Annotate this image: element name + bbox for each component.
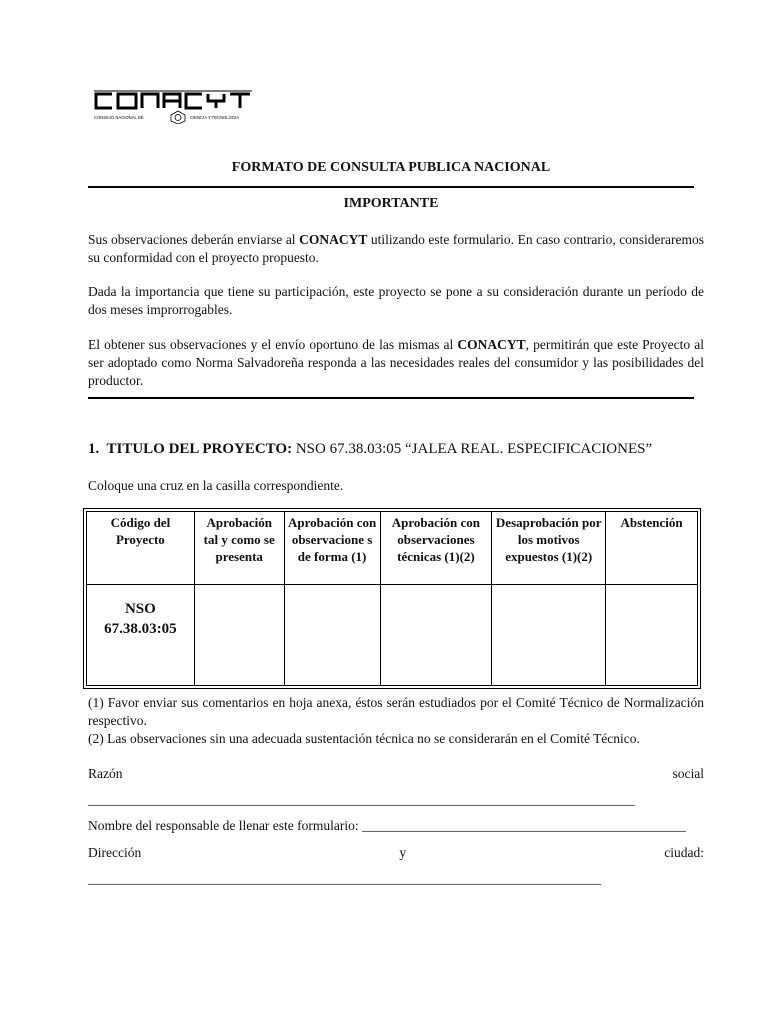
- col-codigo: Código del Proyecto: [87, 512, 195, 585]
- checkbox-desaprobacion[interactable]: [492, 585, 606, 686]
- divider-bottom: [88, 397, 694, 399]
- col-desaprobacion: Desaprobación por los motivos expuestos (1)(2): [492, 512, 606, 585]
- table-row: [87, 585, 698, 686]
- checkbox-aprobacion-tecnicas[interactable]: [380, 585, 492, 686]
- svg-text:CIENCIA Y TECNOLOGIA: CIENCIA Y TECNOLOGIA: [190, 115, 240, 120]
- intro-paragraph-2: Dada la importancia que tiene su participación, este proyecto se pone a su consideración durante un período de dos meses improrrogables.: [88, 284, 704, 317]
- conacyt-wordmark: [96, 94, 250, 108]
- table-instruction: Coloque una cruz en la casilla correspondiente.: [88, 478, 344, 493]
- table-header-row: [87, 512, 698, 585]
- col-aprobacion-tecnicas: Aprobación con observaciones técnicas (1)(2): [380, 512, 492, 585]
- logo-tagline: CONSEJO NACIONAL DE: [94, 115, 144, 120]
- col-aprobacion: Aprobación tal y como se presenta: [194, 512, 284, 585]
- footnote-2: (2) Las observaciones sin una adecuada sustentación técnica no se considerarán en el Comité Técnico.: [88, 731, 640, 746]
- checkbox-abstencion[interactable]: [606, 585, 698, 686]
- direccion-ciudad-label: Dirección y ciudad:: [88, 845, 704, 860]
- seal-icon: [171, 111, 185, 124]
- nombre-responsable-field[interactable]: ________________________________________________: [358, 818, 687, 833]
- document-title: FORMATO DE CONSULTA PUBLICA NACIONAL: [231, 160, 551, 175]
- razon-social-label: Razón social: [88, 766, 704, 781]
- intro-paragraph-3: El obtener sus observaciones y el envío oportuno de las mismas al CONACYT, permitirán que este Proyecto al ser adoptado como Norma Salvadoreña responda a las necesidades reales del consumidor y las posibilidades del productor.: [88, 337, 704, 388]
- checkbox-aprobacion[interactable]: [194, 585, 284, 686]
- divider-top: [88, 186, 694, 188]
- nombre-responsable-label: Nombre del responsable de llenar este formulario:: [88, 818, 359, 833]
- consultation-table: [86, 511, 698, 686]
- important-heading: IMPORTANTE: [343, 196, 439, 211]
- footnote-1: (1) Favor enviar sus comentarios en hoja anexa, éstos serán estudiados por el Comité Técnico de Normalización respectivo.: [88, 695, 704, 728]
- direccion-ciudad-field[interactable]: ____________________________________________________________________________: [88, 871, 601, 886]
- footnotes: [88, 694, 704, 748]
- nombre-responsable-row: [88, 818, 704, 834]
- checkbox-aprobacion-forma[interactable]: [284, 585, 380, 686]
- intro-paragraph-1: Sus observaciones deberán enviarse al CONACYT utilizando este formulario. En caso contrario, consideraremos su conformidad con el proyecto propuesto.: [88, 232, 704, 265]
- project-code-cell: NSO 67.38.03:05: [87, 585, 195, 686]
- project-title: 1. TITULO DEL PROYECTO: NSO 67.38.03:05 “JALEA REAL. ESPECIFICACIONES”: [88, 441, 653, 457]
- razon-social-field[interactable]: _________________________________________________________________________________: [88, 792, 635, 807]
- col-abstencion: Abstención: [606, 512, 698, 585]
- col-aprobacion-forma: Aprobación con observacione s de forma (1): [284, 512, 380, 585]
- conacyt-logo: [90, 88, 260, 124]
